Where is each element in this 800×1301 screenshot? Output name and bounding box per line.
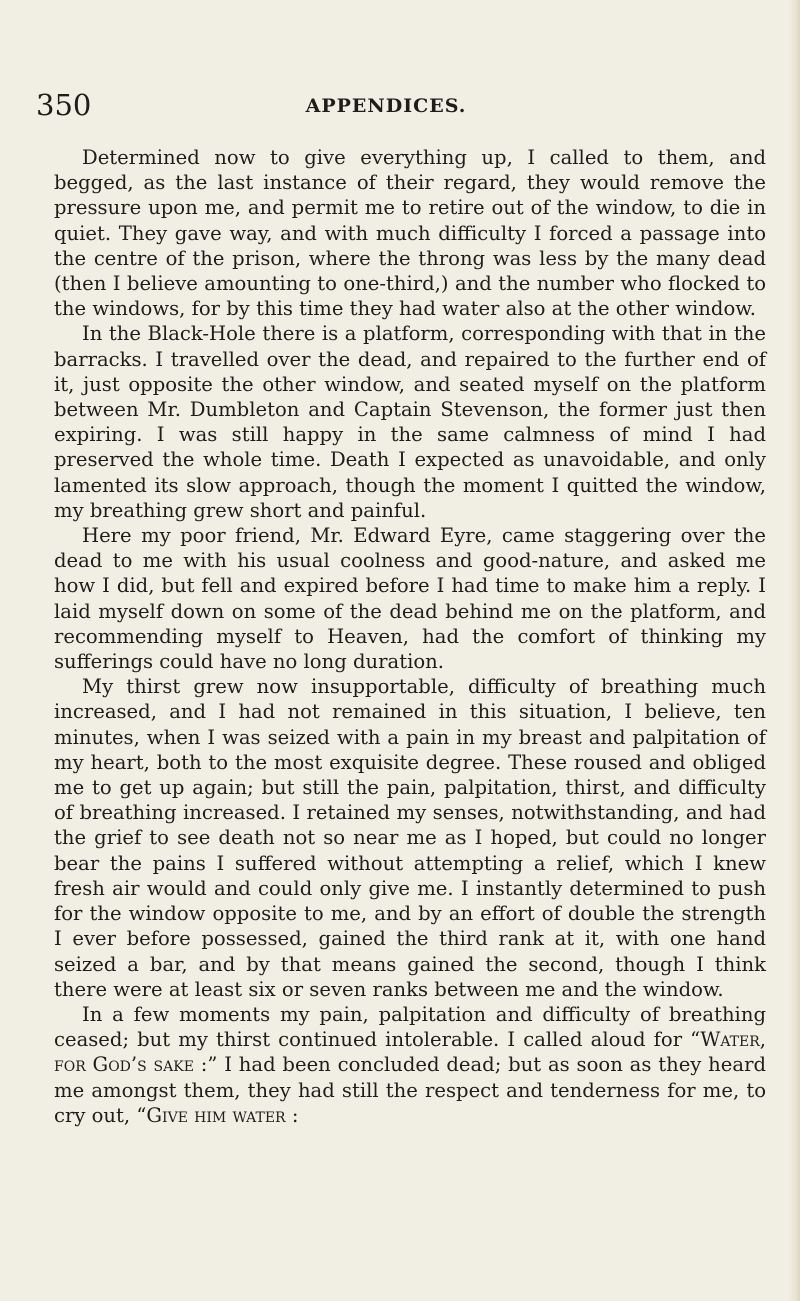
paragraph: In the Black-Hole there is a platform, corresponding with that in the barracks. I travelled over the dead, and repaired to the further end of it, just opposite the other window, and seated myself on the platform between Mr. Dumbleton and Captain Stevenson, the former just then expiring. I was still happy in the same calmness of mind I had preserved the whole time. Death I expected as unavoidable, and only lamented its slow approach, though the moment I quitted the window, my breathing grew short and painful. [54, 322, 766, 522]
text-run: :” I had been concluded dead; but as soon as they heard me amongst them, they had still the respect and tenderness for me, to cry out, “ [54, 1053, 766, 1127]
page-edge [788, 0, 800, 1301]
small-caps-run: Give him water [146, 1103, 286, 1127]
text-run: : [285, 1103, 299, 1127]
page-number: 350 [36, 88, 92, 122]
text-run: In a few moments my pain, palpitation and difficulty of breathing ceased; but my thirst continued intolerable. I called aloud for “ [54, 1002, 766, 1052]
running-head: APPENDICES. [305, 95, 467, 117]
page-header [36, 88, 736, 128]
paragraph: Here my poor friend, Mr. Edward Eyre, came staggering over the dead to me with his usual coolness and good-nature, and asked me how I did, but fell and expired before I had time to make him a reply. I laid myself down on some of the dead behind me on the platform, and recommending myself to Heaven, had the comfort of thinking my sufferings could have no long duration. [54, 524, 766, 674]
paragraph: Determined now to give everything up, I called to them, and begged, as the last instance of their regard, they would remove the pressure upon me, and permit me to retire out of the window, to die in quiet. They gave way, and with much difficulty I forced a passage into the centre of the prison, where the throng was less by the many dead (then I believe amounting to one-third,) and the number who flocked to the windows, for by this time they had water also at the other window. [54, 146, 766, 321]
paragraph-last [54, 1002, 766, 1128]
body-text [54, 145, 766, 1128]
small-caps-run: Water, for God’s sake [54, 1028, 766, 1077]
paragraph: My thirst grew now insupportable, difficulty of breathing much increased, and I had not remained in this situation, I believe, ten minutes, when I was seized with a pain in my breast and palpitation of my heart, both to the most exquisite degree. These roused and obliged me to get up again; but still the pain, palpitation, thirst, and difficulty of breathing increased. I retained my senses, notwithstanding, and had the grief to see death not so near me as I hoped, but could no longer bear the pains I suffered without attempting a relief, which I knew fresh air would and could only give me. I instantly determined to push for the window opposite to me, and by an effort of double the strength I ever before possessed, gained the third rank at it, with one hand seized a bar, and by that means gained the second, though I think there were at least six or seven ranks between me and the window. [54, 675, 766, 1001]
